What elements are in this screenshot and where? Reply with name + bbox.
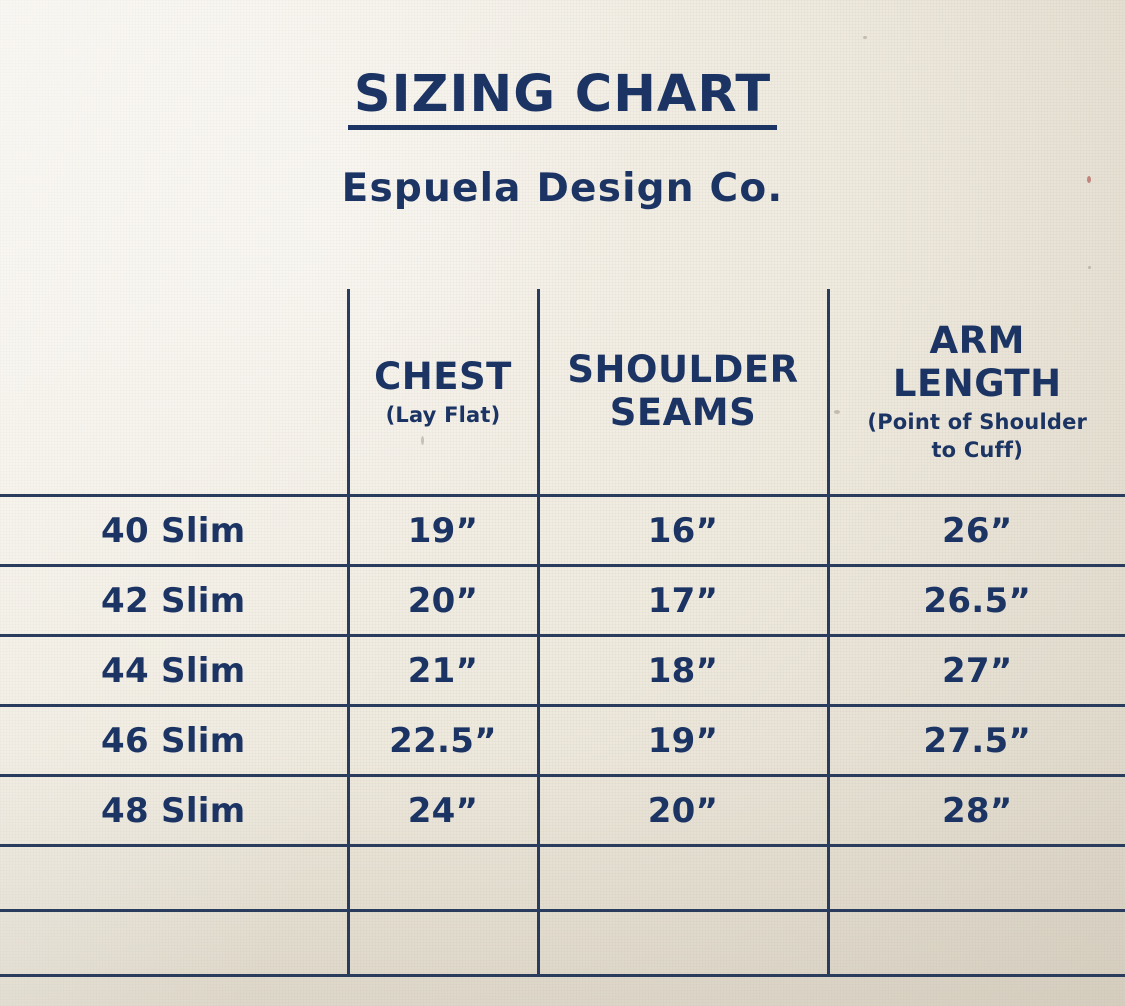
row-size-label: 46 Slim bbox=[0, 706, 348, 776]
cell-shoulder: 20” bbox=[538, 776, 828, 846]
cell-arm: 27” bbox=[828, 636, 1125, 706]
table-row bbox=[0, 636, 1125, 706]
sizing-table bbox=[0, 289, 1125, 977]
cell-arm: 26” bbox=[828, 496, 1125, 566]
column-header-arm-line1: ARM bbox=[929, 319, 1025, 363]
cell-empty bbox=[0, 846, 348, 911]
cell-empty bbox=[0, 911, 348, 976]
column-header-chest bbox=[348, 289, 538, 496]
cell-shoulder: 16” bbox=[538, 496, 828, 566]
cell-arm: 27.5” bbox=[828, 706, 1125, 776]
table-header-row bbox=[0, 289, 1125, 496]
column-header-shoulder-line2: SEAMS bbox=[609, 390, 757, 434]
cell-shoulder: 19” bbox=[538, 706, 828, 776]
cell-chest: 19” bbox=[348, 496, 538, 566]
table-row bbox=[0, 776, 1125, 846]
column-header-size bbox=[0, 289, 348, 496]
column-header-arm-line2: LENGTH bbox=[892, 362, 1062, 406]
column-header-arm-sub-line1: (Point of Shoulder bbox=[867, 410, 1088, 435]
paper-speck bbox=[1088, 266, 1091, 269]
cell-chest: 20” bbox=[348, 566, 538, 636]
row-size-label: 40 Slim bbox=[0, 496, 348, 566]
cell-shoulder: 18” bbox=[538, 636, 828, 706]
column-header-chest-label: CHEST bbox=[374, 354, 512, 398]
sizing-table-wrapper bbox=[0, 289, 1125, 977]
cell-chest: 22.5” bbox=[348, 706, 538, 776]
chart-header bbox=[0, 0, 1125, 211]
brand-name: Espuela Design Co. bbox=[341, 166, 784, 212]
table-row bbox=[0, 706, 1125, 776]
column-header-shoulder-seams bbox=[538, 289, 828, 496]
cell-arm: 26.5” bbox=[828, 566, 1125, 636]
cell-shoulder: 17” bbox=[538, 566, 828, 636]
row-size-label: 42 Slim bbox=[0, 566, 348, 636]
table-row bbox=[0, 566, 1125, 636]
cell-empty bbox=[828, 846, 1125, 911]
cell-arm: 28” bbox=[828, 776, 1125, 846]
cell-empty bbox=[348, 911, 538, 976]
table-row bbox=[0, 496, 1125, 566]
page-title: SIZING CHART bbox=[348, 66, 777, 130]
cell-empty bbox=[538, 911, 828, 976]
column-header-arm-sub-line2: to Cuff) bbox=[931, 438, 1024, 463]
column-header-chest-sub: (Lay Flat) bbox=[385, 402, 501, 427]
row-size-label: 48 Slim bbox=[0, 776, 348, 846]
cell-chest: 21” bbox=[348, 636, 538, 706]
row-size-label: 44 Slim bbox=[0, 636, 348, 706]
column-header-arm-length bbox=[828, 289, 1125, 496]
cell-empty bbox=[538, 846, 828, 911]
table-row-empty bbox=[0, 846, 1125, 911]
column-header-shoulder-line1: SHOULDER bbox=[567, 347, 799, 391]
cell-chest: 24” bbox=[348, 776, 538, 846]
table-row-empty bbox=[0, 911, 1125, 976]
cell-empty bbox=[348, 846, 538, 911]
cell-empty bbox=[828, 911, 1125, 976]
